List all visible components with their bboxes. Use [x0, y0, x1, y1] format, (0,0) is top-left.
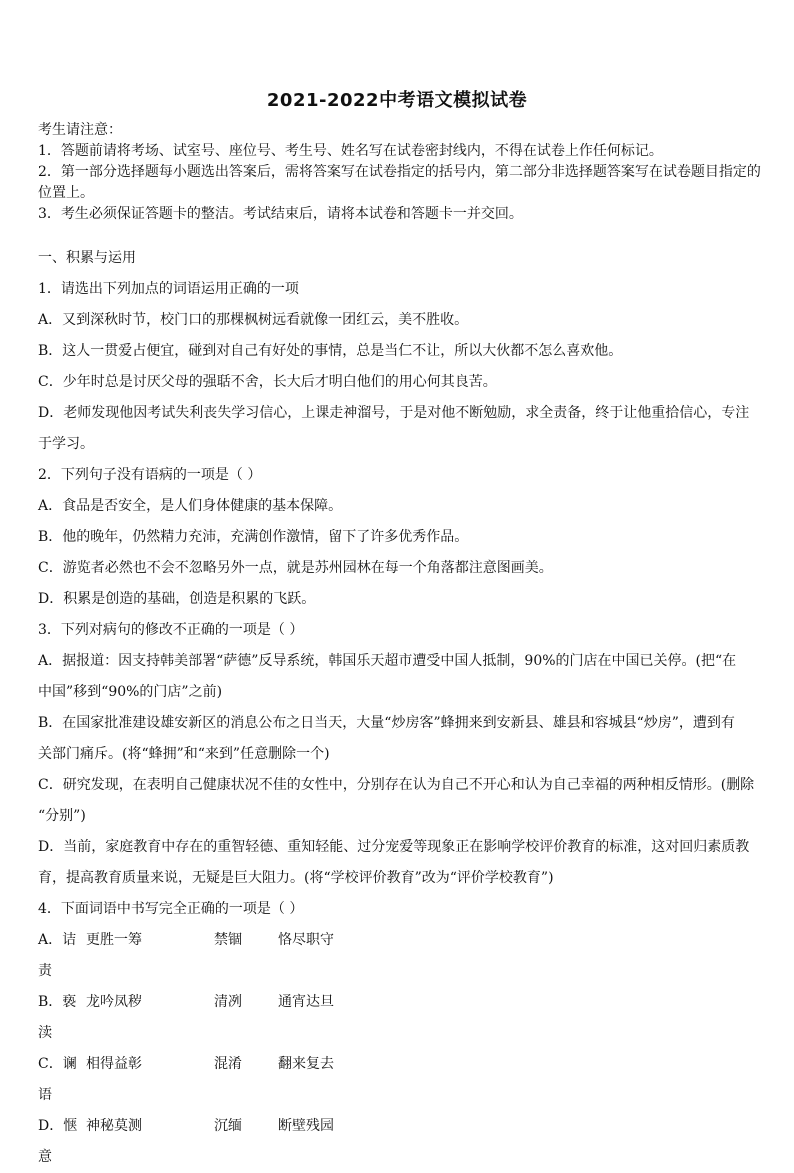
option-b: B．在国家批准建设雄安新区的消息公布之日当天，大量“炒房客”蜂拥来到安新县、雄县和容城县“炒房”，遭到有 [38, 715, 735, 731]
word-option-row [38, 925, 762, 987]
word-cell: 禁锢 [214, 932, 242, 948]
question-stem: 1．请选出下列加点的词语运用正确的一项 [38, 281, 299, 297]
page-title: 2021-2022中考语文模拟试卷 [266, 90, 528, 111]
notice-item: 位置上。 [38, 185, 94, 201]
option-d: D．当前，家庭教育中存在的重智轻德、重知轻能、过分宠爱等现象正在影响学校评价教育的标准，这对回归素质教 [38, 839, 750, 855]
word-cell: 断壁残园 [278, 1118, 334, 1134]
section-heading: 一、积累与运用 [38, 250, 136, 266]
word-cell: 通宵达旦 [278, 994, 334, 1010]
notice-block [38, 120, 762, 225]
question-stem: 2．下列句子没有语病的一项是（ ） [38, 467, 262, 483]
option-d: D．积累是创造的基础，创造是积累的飞跃。 [38, 591, 316, 607]
question-stem: 4．下面词语中书写完全正确的一项是（ ） [38, 901, 304, 917]
option-d-continued: 于学习。 [38, 436, 94, 452]
word-option-row [38, 987, 762, 1049]
option-d: D．老师发现他因考试失利丧失学习信心，上课走神溜号，于是对他不断勉励，求全责备，终于让他重拾信心，专注 [38, 405, 750, 421]
option-c-continued: “分别”) [38, 808, 86, 824]
notice-item: 1．答题前请将考场、试室号、座位号、考生号、姓名写在试卷密封线内，不得在试卷上作任何标记。 [38, 143, 663, 159]
option-a: A．据报道：因支持韩美部署“萨德”反导系统，韩国乐天超市遭受中国人抵制，90%的门店在中国已关停。(把“在 [38, 653, 737, 669]
option-b: B．这人一贯爱占便宜，碰到对自己有好处的事情，总是当仁不让，所以大伙都不怎么喜欢他。 [38, 343, 623, 359]
word-cell: 混淆 [214, 1056, 242, 1072]
option-a: A．食品是否安全，是人们身体健康的基本保障。 [38, 498, 343, 514]
option-c: C．游览者必然也不会不忽略另外一点，就是苏州园林在每一个角落都注意图画美。 [38, 560, 553, 576]
question-body [38, 243, 762, 1173]
option-d-continued: 育，提高教育质量来说，无疑是巨大阻力。(将“学校评价教育”改为“评价学校教育”) [38, 870, 554, 886]
option-label: B．亵渎 [38, 994, 77, 1041]
word-cell: 神秘莫测 [86, 1118, 142, 1134]
notice-item: 2．第一部分选择题每小题选出答案后，需将答案写在试卷指定的括号内，第二部分非选择题答案写在试卷题目指定的 [38, 164, 761, 180]
option-a-continued: 中国”移到“90%的门店”之前) [38, 684, 223, 700]
word-option-row [38, 1049, 762, 1111]
word-cell: 沉缅 [214, 1118, 242, 1134]
option-label: A．诘责 [38, 932, 77, 979]
word-cell: 相得益彰 [86, 1056, 142, 1072]
option-b: B．他的晚年，仍然精力充沛，充满创作激情，留下了许多优秀作品。 [38, 529, 469, 545]
word-cell: 更胜一筹 [86, 932, 142, 948]
word-cell: 龙吟凤秽 [86, 994, 142, 1010]
option-c: C．少年时总是讨厌父母的强聒不舍，长大后才明白他们的用心何其良苦。 [38, 374, 497, 390]
notice-heading: 考生请注意： [38, 122, 122, 138]
word-cell: 翻来复去 [278, 1056, 334, 1072]
option-b-continued: 关部门痛斥。(将“蜂拥”和“来到”任意删除一个) [38, 746, 330, 762]
option-a: A．又到深秋时节，校门口的那棵枫树远看就像一团红云，美不胜收。 [38, 312, 469, 328]
word-cell: 清冽 [214, 994, 242, 1010]
option-c: C．研究发现，在表明自己健康状况不佳的女性中，分别存在认为自己不开心和认为自己幸福的两种相反情形。(删除 [38, 777, 755, 793]
option-label: D．惬意 [38, 1118, 78, 1165]
word-option-row [38, 1111, 762, 1173]
question-stem: 3．下列对病句的修改不正确的一项是（ ） [38, 622, 304, 638]
option-label: C．谰语 [38, 1056, 77, 1103]
notice-item: 3．考生必须保证答题卡的整洁。考试结束后，请将本试卷和答题卡一并交回。 [38, 206, 523, 222]
word-cell: 恪尽职守 [278, 932, 334, 948]
